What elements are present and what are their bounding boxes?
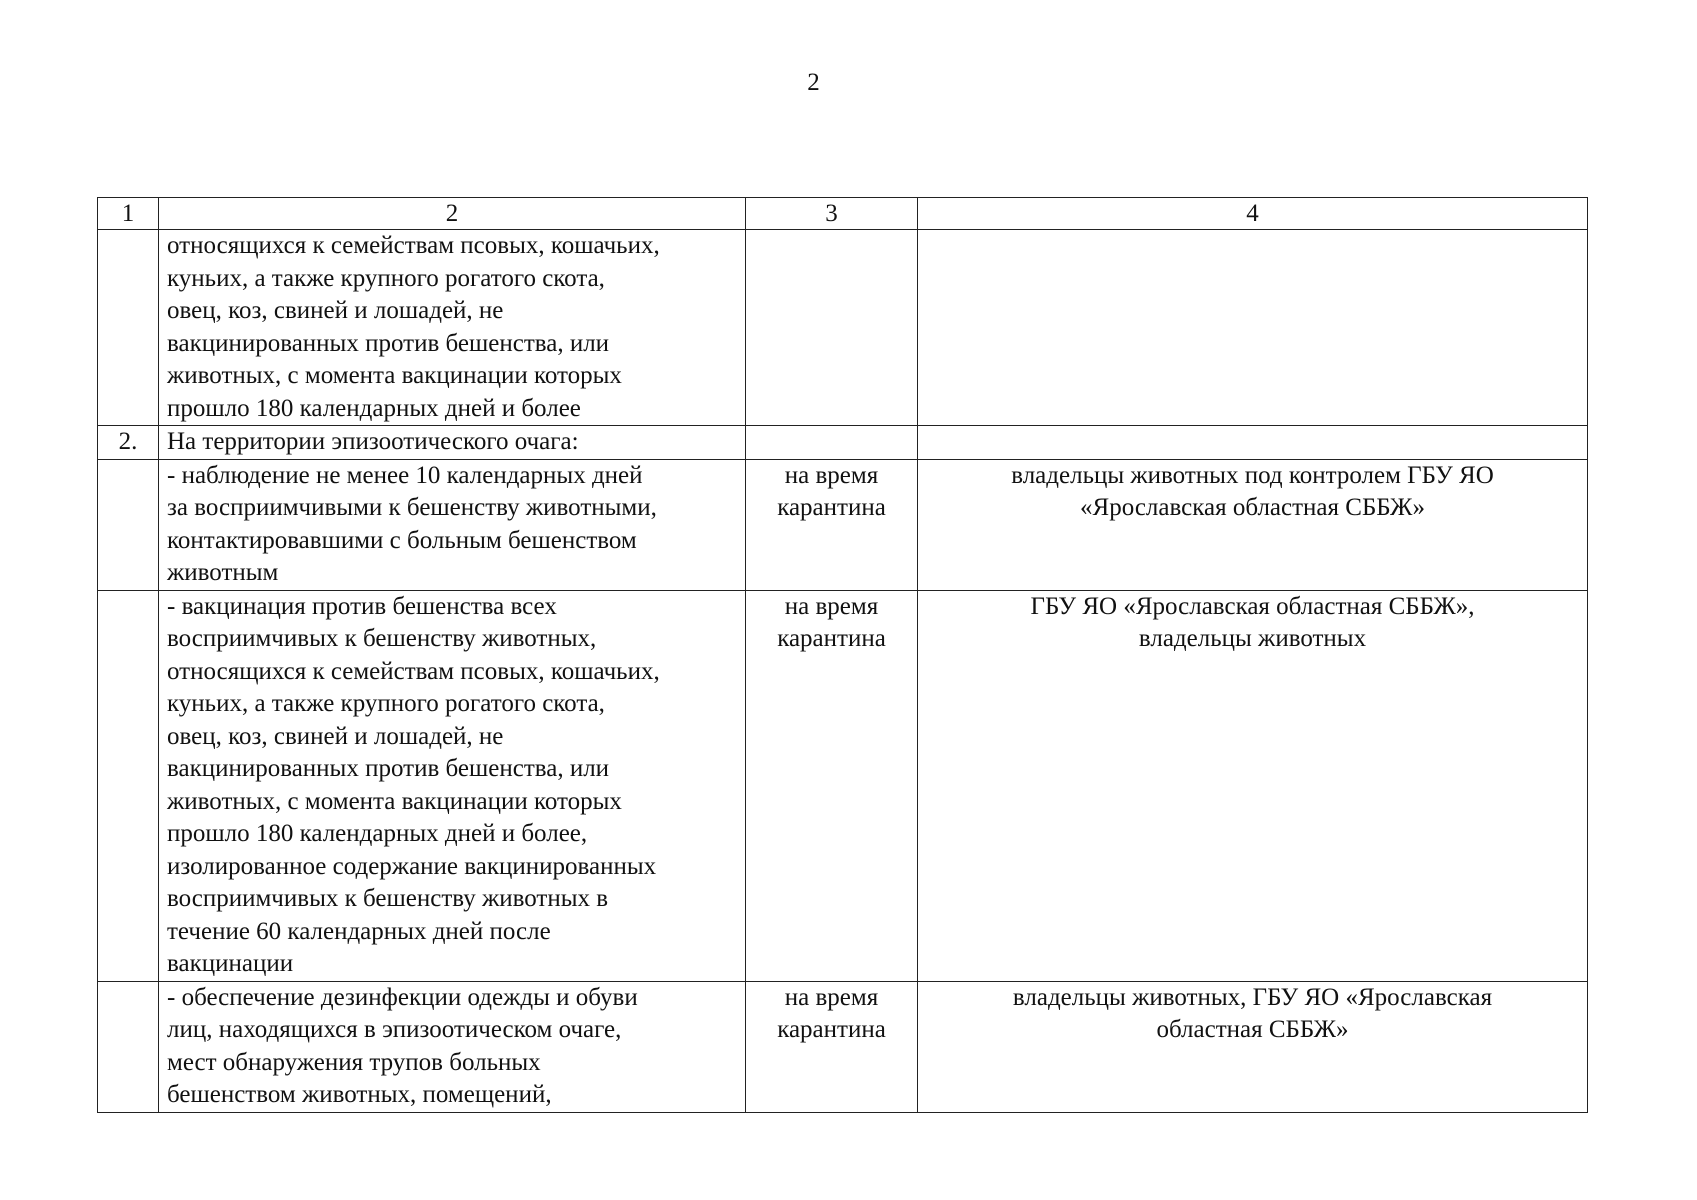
measure-text-cell xyxy=(159,459,746,590)
measure-line: восприимчивых к бешенству животных, xyxy=(167,625,597,652)
measure-line: прошло 180 календарных дней и более, xyxy=(167,820,588,847)
measure-line: вакцинированных против бешенства, или xyxy=(167,329,610,357)
measure-line: контактировавшими с больным бешенством xyxy=(167,526,637,554)
duration-line: карантина xyxy=(777,625,886,652)
measure-line: животным xyxy=(167,559,279,586)
page-number xyxy=(0,68,1697,98)
section-number-cell: 2. xyxy=(98,426,159,460)
measure-line: изолированное содержание вакцинированных xyxy=(167,852,657,880)
responsible-cell xyxy=(918,230,1588,426)
table-row xyxy=(98,590,1588,981)
duration-line: карантина xyxy=(777,1016,886,1043)
measure-line: - обеспечение дезинфекции одежды и обуви xyxy=(167,983,638,1011)
table-row-continued xyxy=(98,230,1588,426)
duration-cell xyxy=(746,459,918,590)
measure-line: относящихся к семействам псовых, кошачьих, xyxy=(167,232,660,259)
measure-line: куньих, а также крупного рогатого скота, xyxy=(167,264,605,292)
responsible-cell xyxy=(918,590,1588,981)
responsible-line: владельцы животных, ГБУ ЯО «Ярославская xyxy=(1012,983,1493,1011)
measure-line: вакцинированных против бешенства, или xyxy=(167,755,610,782)
measure-line: овец, коз, свиней и лошадей, не xyxy=(167,297,504,324)
table-row xyxy=(98,981,1588,1112)
responsible-cell xyxy=(918,426,1588,460)
table-header-row xyxy=(98,198,1588,230)
section-title-cell: На территории эпизоотического очага: xyxy=(159,426,746,460)
duration-cell xyxy=(746,426,918,460)
measures-table xyxy=(97,197,1588,1113)
responsible-line: областная СББЖ» xyxy=(1156,1016,1349,1043)
duration-line: на время xyxy=(784,461,879,489)
table-row xyxy=(98,459,1588,590)
responsible-cell xyxy=(918,981,1588,1112)
measure-line: животных, с момента вакцинации которых xyxy=(167,362,622,389)
responsible-line: «Ярославская областная СББЖ» xyxy=(1080,494,1425,521)
header-col-3: 3 xyxy=(746,198,918,230)
measure-line: мест обнаружения трупов больных xyxy=(167,1048,541,1076)
row-number-cell xyxy=(98,230,159,426)
measure-line: - наблюдение не менее 10 календарных дней xyxy=(167,461,643,489)
duration-cell xyxy=(746,590,918,981)
measure-line: прошло 180 календарных дней и более xyxy=(167,394,581,422)
duration-line: на время xyxy=(784,983,879,1011)
header-col-1: 1 xyxy=(98,198,159,230)
row-number-cell xyxy=(98,981,159,1112)
measure-line: - вакцинация против бешенства всех xyxy=(167,592,557,620)
measure-line: вакцинации xyxy=(167,950,294,977)
header-col-2: 2 xyxy=(159,198,746,230)
row-number-cell xyxy=(98,590,159,981)
measure-line: относящихся к семействам псовых, кошачьих, xyxy=(167,657,660,685)
measure-text-cell xyxy=(159,981,746,1112)
table-row-section xyxy=(98,426,1588,460)
duration-line: на время xyxy=(784,592,879,620)
measure-line: животных, с момента вакцинации которых xyxy=(167,787,622,815)
row-number-cell xyxy=(98,459,159,590)
measure-line: бешенством животных, помещений, xyxy=(167,1081,552,1108)
responsible-line: владельцы животных xyxy=(1138,625,1367,652)
header-col-4: 4 xyxy=(918,198,1588,230)
measure-line: куньих, а также крупного рогатого скота, xyxy=(167,690,605,717)
measure-line: восприимчивых к бешенству животных в xyxy=(167,885,609,912)
measure-line: течение 60 календарных дней после xyxy=(167,917,551,945)
duration-cell xyxy=(746,981,918,1112)
measure-line: овец, коз, свиней и лошадей, не xyxy=(167,722,504,750)
page-number-text: 2 xyxy=(807,69,820,96)
duration-line: карантина xyxy=(777,494,886,521)
measure-text-cell xyxy=(159,230,746,426)
measure-text-cell xyxy=(159,590,746,981)
responsible-line: владельцы животных под контролем ГБУ ЯО xyxy=(1011,461,1494,489)
responsible-line: ГБУ ЯО «Ярославская областная СББЖ», xyxy=(1030,592,1475,620)
measure-line: за восприимчивыми к бешенству животными, xyxy=(167,494,657,521)
measure-line: лиц, находящихся в эпизоотическом очаге, xyxy=(167,1016,622,1043)
duration-cell xyxy=(746,230,918,426)
responsible-cell xyxy=(918,459,1588,590)
